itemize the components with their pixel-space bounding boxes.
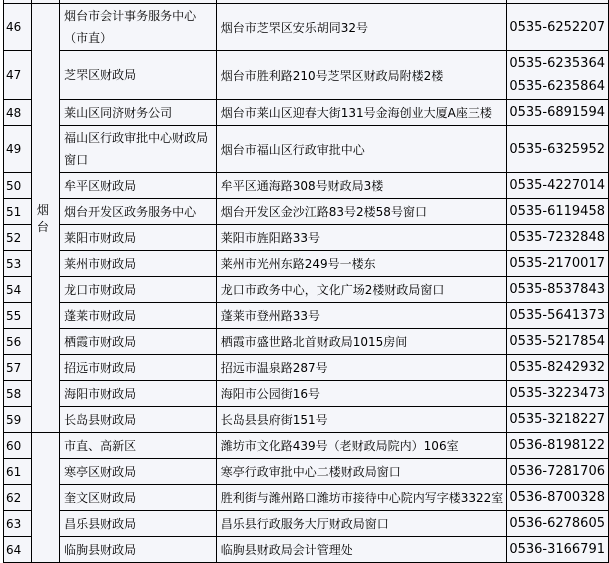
phone-cell — [507, 433, 609, 459]
organization-cell — [60, 485, 217, 511]
organization-line: 招远市财政局 — [64, 360, 137, 375]
city-cell: 烟台 — [31, 4, 59, 433]
row-number-cell: 55 — [4, 303, 32, 329]
organization-cell — [60, 433, 217, 459]
table-row — [4, 511, 609, 537]
table-row — [4, 4, 609, 51]
organization-cell — [60, 173, 217, 199]
row-number-cell: 61 — [4, 459, 32, 485]
table-row — [4, 381, 609, 407]
organization-cell — [60, 407, 217, 433]
phone-cell — [507, 126, 609, 173]
phone-cell — [507, 485, 609, 511]
phone-cell — [507, 381, 609, 407]
row-number-cell: 53 — [4, 251, 32, 277]
address-cell: 胜利街与潍州路口潍坊市接待中心院内写字楼3322室 — [216, 485, 507, 511]
phone-line: 0535-5641373 — [509, 308, 605, 323]
phone-line: 0535-2170017 — [509, 256, 605, 271]
phone-line: 0536-7281706 — [509, 464, 605, 479]
row-number-cell: 58 — [4, 381, 32, 407]
row-number-cell: 57 — [4, 355, 32, 381]
table-row — [4, 225, 609, 251]
table-row — [4, 173, 609, 199]
phone-cell — [507, 329, 609, 355]
table-row — [4, 433, 609, 459]
bureau-table-body — [4, 0, 609, 563]
table-row — [4, 355, 609, 381]
phone-cell — [507, 225, 609, 251]
table-row — [4, 459, 609, 485]
organization-line: 芝罘区财政局 — [64, 68, 137, 82]
phone-cell — [507, 459, 609, 485]
row-number-cell: 54 — [4, 277, 32, 303]
organization-line: 栖霞市财政局 — [64, 334, 137, 349]
phone-cell — [507, 355, 609, 381]
organization-line: 福山区行政审批中心财政局 — [64, 131, 209, 145]
organization-cell — [60, 100, 217, 126]
address-cell: 烟台开发区金沙江路83号2楼58号窗口 — [216, 199, 507, 225]
organization-cell — [60, 459, 217, 485]
organization-line: 牟平区财政局 — [64, 178, 137, 193]
table-row — [4, 407, 609, 433]
organization-line: 烟台市会计事务服务中心 — [64, 9, 197, 23]
phone-line: 0536-6278605 — [509, 516, 605, 531]
organization-cell — [60, 126, 217, 173]
row-number-cell: 49 — [4, 126, 32, 173]
phone-line: 0536-8700328 — [509, 490, 605, 505]
phone-line: 0535-6891594 — [509, 105, 605, 120]
organization-cell — [60, 303, 217, 329]
organization-cell — [60, 4, 217, 51]
organization-cell — [60, 329, 217, 355]
organization-line: 寒亭区财政局 — [64, 464, 137, 479]
table-row — [4, 303, 609, 329]
organization-line: 奎文区财政局 — [64, 490, 137, 505]
table-row — [4, 51, 609, 100]
table-row — [4, 126, 609, 173]
row-number-cell: 64 — [4, 537, 32, 563]
address-cell: 莱州市光州东路249号一楼东 — [216, 251, 507, 277]
phone-cell — [507, 303, 609, 329]
row-number-cell: 59 — [4, 407, 32, 433]
organization-line: （市直） — [64, 31, 113, 45]
organization-cell — [60, 277, 217, 303]
address-cell: 烟台市胜利路210号芝罘区财政局附楼2楼 — [216, 51, 507, 100]
address-cell: 烟台市福山区行政审批中心 — [216, 126, 507, 173]
address-cell: 招远市温泉路287号 — [216, 355, 507, 381]
organization-line: 龙口市财政局 — [64, 282, 137, 297]
organization-line: 长岛县财政局 — [64, 412, 137, 427]
organization-line: 窗口 — [64, 153, 89, 167]
address-cell: 烟台市莱山区迎春大街131号金海创业大厦A座三楼 — [216, 100, 507, 126]
organization-line: 昌乐县财政局 — [64, 516, 137, 531]
address-cell: 烟台市芝罘区安乐胡同32号 — [216, 4, 507, 51]
phone-line: 0535-6325952 — [509, 141, 605, 157]
phone-line: 0535-5217854 — [509, 334, 605, 349]
phone-cell — [507, 277, 609, 303]
organization-cell — [60, 251, 217, 277]
address-cell: 潍坊市文化路439号（老财政局院内）106室 — [216, 433, 507, 459]
organization-line: 莱州市财政局 — [64, 256, 137, 271]
phone-cell — [507, 251, 609, 277]
phone-line: 0535-8242932 — [509, 360, 605, 375]
phone-cell — [507, 100, 609, 126]
address-cell: 临朐县财政局会计管理处 — [216, 537, 507, 563]
phone-line: 0535-6235364 — [509, 56, 605, 71]
phone-cell — [507, 199, 609, 225]
organization-line: 海阳市财政局 — [64, 386, 137, 401]
address-cell: 莱阳市旌阳路33号 — [216, 225, 507, 251]
phone-line: 0535-6252207 — [509, 19, 605, 35]
phone-cell — [507, 4, 609, 51]
phone-cell — [507, 407, 609, 433]
phone-line: 0536-8198122 — [509, 438, 605, 453]
table-row — [4, 277, 609, 303]
bureau-table — [3, 0, 609, 563]
organization-line: 市直、高新区 — [64, 438, 137, 453]
address-cell: 寒亭行政审批中心二楼财政局窗口 — [216, 459, 507, 485]
table-row — [4, 251, 609, 277]
address-cell: 牟平区通海路308号财政局3楼 — [216, 173, 507, 199]
row-number-cell: 51 — [4, 199, 32, 225]
row-number-cell: 62 — [4, 485, 32, 511]
organization-cell — [60, 511, 217, 537]
row-number-cell: 56 — [4, 329, 32, 355]
row-number-cell: 63 — [4, 511, 32, 537]
table-row — [4, 199, 609, 225]
row-number-cell: 50 — [4, 173, 32, 199]
phone-line: 0535-7232848 — [509, 230, 605, 245]
organization-line: 烟台开发区政务服务中心 — [64, 204, 197, 219]
organization-cell — [60, 381, 217, 407]
organization-cell — [60, 51, 217, 100]
address-cell: 栖霞市盛世路北首财政局1015房间 — [216, 329, 507, 355]
phone-line: 0535-4227014 — [509, 178, 605, 193]
phone-line: 0536-3166791 — [509, 542, 605, 557]
row-number-cell: 46 — [4, 4, 32, 51]
row-number-cell: 60 — [4, 433, 32, 459]
organization-line: 临朐县财政局 — [64, 542, 137, 557]
address-cell: 蓬莱市登州路33号 — [216, 303, 507, 329]
address-cell: 长岛县县府街151号 — [216, 407, 507, 433]
organization-line: 莱山区同济财务公司 — [64, 105, 173, 120]
phone-line: 0535-6235864 — [509, 79, 605, 94]
phone-line: 0535-8537843 — [509, 282, 605, 297]
organization-cell — [60, 225, 217, 251]
address-cell: 海阳市公园街16号 — [216, 381, 507, 407]
table-row — [4, 100, 609, 126]
organization-cell — [60, 355, 217, 381]
row-number-cell: 48 — [4, 100, 32, 126]
phone-line: 0535-6119458 — [509, 204, 605, 219]
table-row — [4, 485, 609, 511]
phone-cell — [507, 173, 609, 199]
organization-line: 蓬莱市财政局 — [64, 308, 137, 323]
organization-line: 莱阳市财政局 — [64, 230, 137, 245]
organization-cell — [60, 199, 217, 225]
row-number-cell: 52 — [4, 225, 32, 251]
address-cell: 昌乐县行政服务大厅财政局窗口 — [216, 511, 507, 537]
table-row — [4, 329, 609, 355]
phone-line: 0535-3223473 — [509, 386, 605, 401]
row-number-cell: 47 — [4, 51, 32, 100]
bureau-table-wrap — [3, 0, 609, 563]
address-cell: 龙口市政务中心，文化广场2楼财政局窗口 — [216, 277, 507, 303]
phone-cell — [507, 51, 609, 100]
phone-line: 0535-3218227 — [509, 412, 605, 427]
city-cell — [31, 433, 59, 563]
phone-cell — [507, 511, 609, 537]
